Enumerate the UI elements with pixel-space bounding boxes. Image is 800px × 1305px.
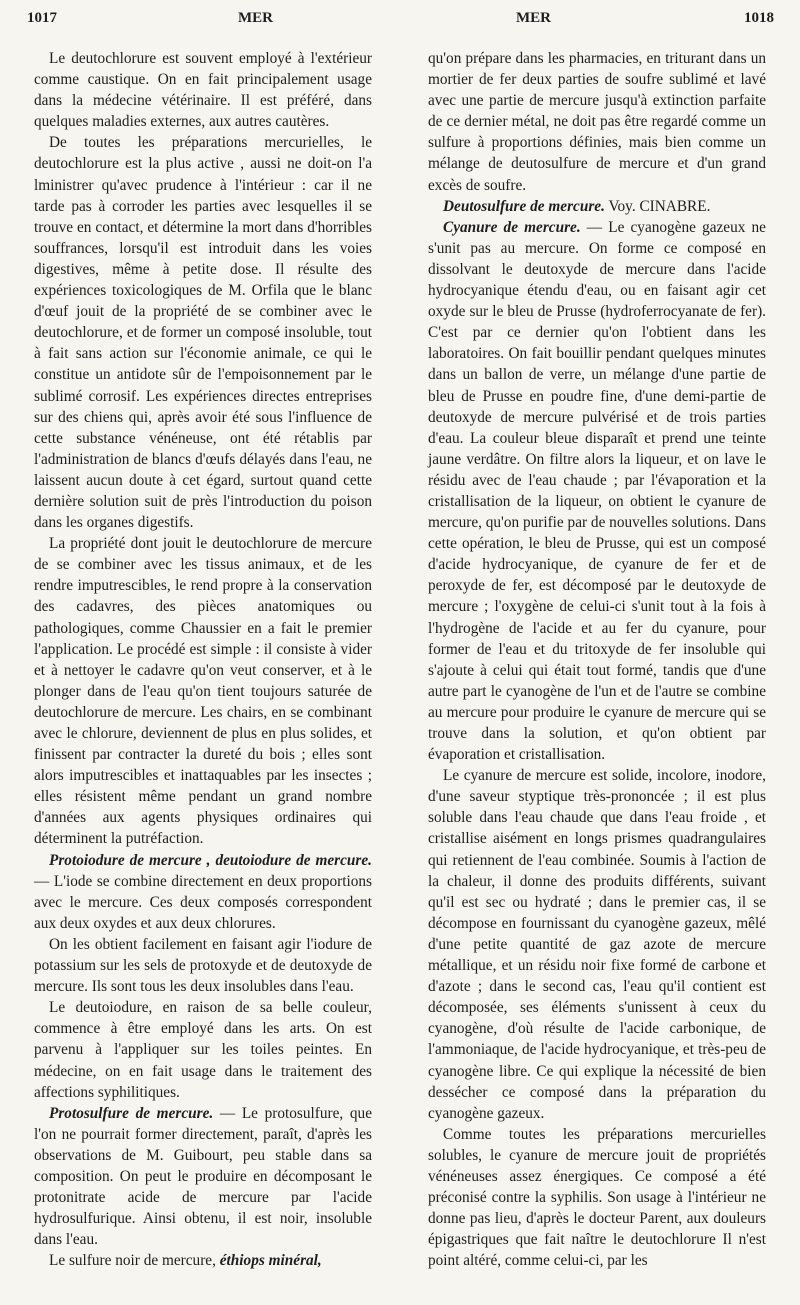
paragraph: Le cyanure de mercure est solide, incolore, inodore, d'une saveur styptique très-prononcée ; il est plus soluble dans l'eau chaude que dans l'eau froide , et cristallise aisément en longs prismes quadrangulaires qui retiennent de l'eau combinée. Soumis à l'action de la chaleur, il donne des produits différents, suivant qu'il est sec ou hydraté ; dans le premier cas, il se décompose en fournissant du cyanogène gazeux, mêlé d'une petite quantité de gaz azote de mercure métallique, et un résidu noir fixe formé de carbone et d'azote ; dans le second cas, l'eau qu'il contient est décomposée, ses éléments s'unissent à ceux du cyanogène, d'où résulte de l'acide carbonique, de l'ammoniaque, de l'acide hydrocyanique, et très-peu de cyanogène libre. Ce qui explique la nécessité de bien dessécher ce composé dans la préparation du cyanogène gazeux. [428,767,766,1122]
paragraph: De toutes les préparations mercurielles, le deutochlorure est la plus active , aussi ne doit-on l'a lministrer qu'avec prudence à l'intérieur : car il ne tarde pas à corroder les parties avec lesquelles il se trouve en contact, et détermine la mort dans d'horribles souffrances, lorsqu'il est introduit dans les voies digestives, même à petite dose. Il résulte des expériences toxicologiques de M. Orfila que le blanc d'œuf jouit de la propriété de se combiner avec le deutochlorure, et de former un composé insoluble, tout à fait sans action sur l'économie animale, ce qui le constitue un antidote sûr de l'empoisonnement par le sublimé corrosif. Les expériences directes entreprises sur des chiens qui, après avoir été sous l'influence de cette substance vénéneuse, ont été rétablis par l'administration de blancs d'œufs délayés dans l'eau, ne laissent aucun doute à cet égard, surtout quand cette dernière solution suit de près l'introduction du poison dans les organes digestifs. [34,134,372,532]
paragraph [34,1250,372,1271]
paragraph [428,196,766,217]
left-running-headword: MER [238,10,273,26]
entry-text: — Le protosulfure, que l'on ne pourrait former directement, paraît, d'après les observations de M. Guibourt, peu stable dans sa composition. On peut le produire en décomposant le protonitrate acide de mercure par l'acide hydrosulfurique. Ainsi obtenu, il est noir, insoluble dans l'eau. [34,1104,372,1249]
paragraph: Le deutoiodure, en raison de sa belle couleur, commence à être employé dans les arts. On est parvenu à l'appliquer sur les toiles peintes. En médecine, on en fait usage dans le traitement des affections syphilitiques. [34,999,372,1101]
paragraph: qu'on prépare dans les pharmacies, en triturant dans un mortier de fer deux parties de soufre sublimé et lavé avec une partie de mercure jusqu'à extinction parfaite de ce dernier métal, ne doit pas être regardé comme un sulfure à proportions définies, mais bien comme un mélange de deutosulfure de mercure et d'un grand excès de soufre. [428,50,766,194]
paragraph: La propriété dont jouit le deutochlorure de mercure de se combiner avec les tissus animaux, et de les rendre imputrescibles, le rend propre à la conservation des cadavres, des pièces anatomiques ou pathologiques, comme Chaussier en a fait le premier l'application. Le procédé est simple : il consiste à vider et à nettoyer le cadavre qu'on veut conserver, et à le plonger dans de l'eau qu'on tient toujours saturée de deutochlorure de mercure. Les chairs, en se combinant avec le chlorure, deviennent de plus en plus solides, et finissent par contracter la dureté du bois ; elles sont alors imputrescibles et inattaquables par les insectes ; elles résistent même pendant un grand nombre d'années aux agents physiques ordinaires qui déterminent la putréfaction. [34,535,372,848]
page-header [24,10,774,32]
entry-text: Le sulfure noir de mercure, [49,1252,220,1270]
paragraph: Comme toutes les préparations mercurielles solubles, le cyanure de mercure jouit de propriétés vénéneuses assez énergiques. Ce composé a été préconisé contre la syphilis. Son usage à l'intérieur ne donne pas lieu, d'après le docteur Parent, aux douleurs épigastriques que fait naître le deutochlorure Il n'est point altéré, comme celui-ci, par les [428,1125,766,1270]
entry-text: — L'iode se combine directement en deux proportions avec le mercure. Ces deux composés correspondent aux deux oxydes et aux deux chlorures. [34,872,372,932]
entry-text: Voy. CINABRE. [604,197,711,215]
left-page-number: 1017 [27,10,57,26]
right-running-headword: MER [516,10,551,26]
left-column [34,48,372,1271]
entry-text: — Le cyanogène gazeux ne s'unit pas au mercure. On forme ce composé en dissolvant le deutoxyde de mercure dans l'acide hydrocyanique étendu d'eau, ou en faisant agir cet oxyde sur le bleu de Prusse (hydroferrocyanate de fer). C'est par ce dernier qu'on l'obtient dans les laboratoires. On fait bouillir pendant quelques minutes dans un ballon de verre, un mélange d'une partie de bleu de Prusse en poudre fine, d'une demi-partie de deutoxyde de mercure pulvérisé et de trois parties d'eau. La couleur bleue disparaît et prend une teinte jaune verdâtre. On filtre alors la liqueur, et on lave le résidu avec de l'eau chaude ; par l'évaporation et la cristallisation de la liqueur, on obtient le cyanure de mercure, qu'on purifie par de nouvelles solutions. Dans cette opération, le bleu de Prusse, qui est un composé d'acide hydrocyanique, de cyanure de fer et de peroxyde de fer, est décomposé par le deutoxyde de mercure ; l'oxygène de celui-ci s'unit tout à la fois à l'hydrogène de l'acide et au fer du cyanure, pour former de l'eau et du tritoxyde de fer insoluble qui s'ajoute à celui qui était tout formé, tandis que d'une autre part le cyanogène de l'un et de l'autre se combine au mercure pour produire le cyanure de mercure qui se trouve dans la solution, et qu'on obtient par évaporation et cristallisation. [428,218,766,764]
entry-term: Protoiodure de mercure , deutoiodure de mercure. [49,851,372,869]
paragraph: Le deutochlorure est souvent employé à l'extérieur comme caustique. On en fait principalement usage dans la médecine vétérinaire. Il est préféré, dans quelques maladies externes, aux autres cautères. [34,50,372,131]
entry-term: Protosulfure de mercure. [49,1104,214,1122]
right-column [428,48,766,1271]
paragraph [34,850,372,934]
entry-term: éthiops minéral, [219,1252,322,1270]
entry-term: Deutosulfure de mercure. [443,197,605,215]
paragraph [428,217,766,765]
paragraph: On les obtient facilement en faisant agir l'iodure de potassium sur les sels de protoxyde et de deutoxyde de mercure. Ils sont tous les deux insolubles dans l'eau. [34,935,372,996]
paragraph [34,1103,372,1251]
right-page-number: 1018 [744,10,774,26]
entry-term: Cyanure de mercure. [443,218,581,236]
